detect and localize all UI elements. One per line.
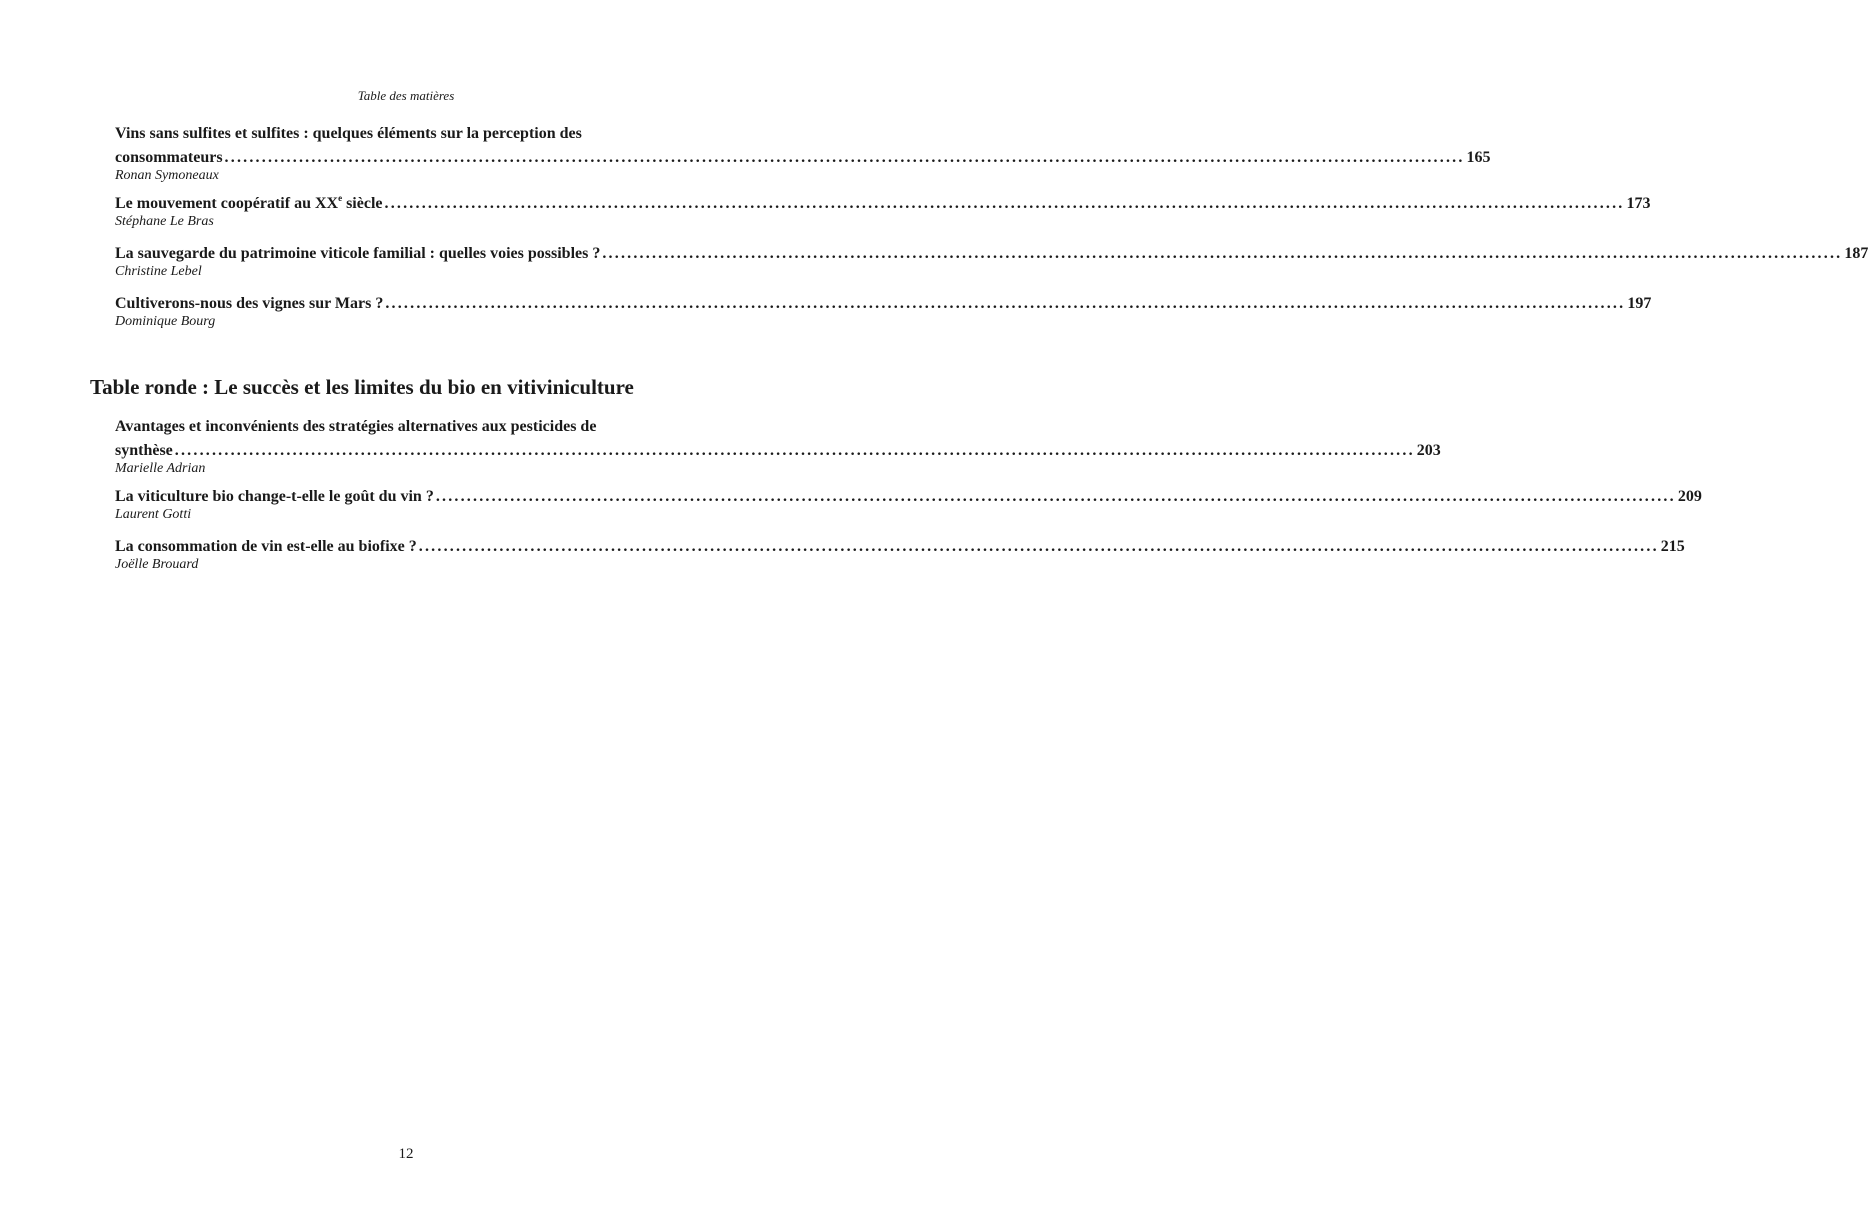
dot-leader: ........................................................................................................................................................................................................: [418, 538, 1659, 555]
entry-title-text: consommateurs: [115, 149, 223, 166]
entry-page-number: 209: [1677, 488, 1702, 505]
toc-entry[interactable]: [115, 242, 1868, 280]
dot-leader: ........................................................................................................................................................................................................: [174, 442, 1415, 459]
entry-title-line: Vins sans sulfites et sulfites : quelques éléments sur la perception des: [115, 125, 582, 142]
dot-leader: ........................................................................................................................................................................................................: [384, 195, 1625, 212]
entry-title: [115, 122, 1491, 170]
title-text-part: Le mouvement coopératif au XX: [115, 195, 339, 212]
entry-title-line: [115, 192, 1651, 216]
toc-entry[interactable]: [115, 535, 1685, 573]
running-head: Table des matières: [357, 88, 455, 103]
toc-entry[interactable]: [115, 192, 1651, 230]
entry-title: [115, 415, 1441, 463]
entry-page-number: 173: [1626, 195, 1651, 212]
entry-title-line: [115, 485, 1702, 509]
toc-entry[interactable]: [115, 292, 1652, 330]
dot-leader: ........................................................................................................................................................................................................: [602, 245, 1843, 262]
entry-page-number: 165: [1466, 149, 1491, 166]
entry-title: [115, 292, 1652, 316]
dot-leader: ........................................................................................................................................................................................................: [435, 488, 1676, 505]
section-heading: Table ronde : Le succès et les limites du bio en vitiviniculture: [90, 375, 634, 399]
entry-title: [115, 485, 1702, 509]
entry-title-text: [115, 192, 383, 216]
entry-title: [115, 242, 1868, 266]
entry-title-line: [115, 146, 1491, 170]
entry-title-line: [115, 292, 1652, 316]
entry-author: Laurent Gotti: [115, 507, 192, 522]
entry-title-text: synthèse: [115, 442, 173, 459]
entry-title-text: Cultiverons-nous des vignes sur Mars ?: [115, 295, 384, 312]
entry-author: Dominique Bourg: [115, 314, 216, 329]
entry-title-text: La sauvegarde du patrimoine viticole familial : quelles voies possibles ?: [115, 245, 601, 262]
toc-entry[interactable]: [115, 415, 1441, 477]
entry-title-line: [115, 535, 1685, 559]
dot-leader: ........................................................................................................................................................................................................: [224, 149, 1465, 166]
toc-group-2: [115, 415, 1702, 573]
dot-leader: ........................................................................................................................................................................................................: [385, 295, 1626, 312]
toc-group-1: [115, 122, 1868, 330]
entry-author: Marielle Adrian: [115, 461, 206, 476]
entry-title-line: Avantages et inconvénients des stratégies alternatives aux pesticides de: [115, 418, 597, 435]
entry-title: [115, 535, 1685, 559]
toc-entry[interactable]: [115, 485, 1702, 523]
entry-page-number: 187: [1844, 245, 1868, 262]
entry-title: [115, 192, 1651, 216]
entry-page-number: 197: [1627, 295, 1652, 312]
entry-author: Christine Lebel: [115, 264, 202, 279]
entry-author: Joëlle Brouard: [115, 557, 199, 572]
entry-title-text: La consommation de vin est-elle au biofixe ?: [115, 538, 417, 555]
entry-page-number: 203: [1416, 442, 1441, 459]
entry-title-line: [115, 439, 1441, 463]
entry-title-text: La viticulture bio change-t-elle le goût du vin ?: [115, 488, 434, 505]
page-number: 12: [398, 1146, 414, 1162]
entry-page-number: 215: [1660, 538, 1685, 555]
toc-entry[interactable]: [115, 122, 1491, 184]
entry-author: Ronan Symoneaux: [115, 168, 219, 183]
entry-title-line: [115, 242, 1868, 266]
entry-author: Stéphane Le Bras: [115, 214, 214, 229]
title-text-part: siècle: [342, 195, 383, 212]
superscript: e: [338, 193, 343, 203]
